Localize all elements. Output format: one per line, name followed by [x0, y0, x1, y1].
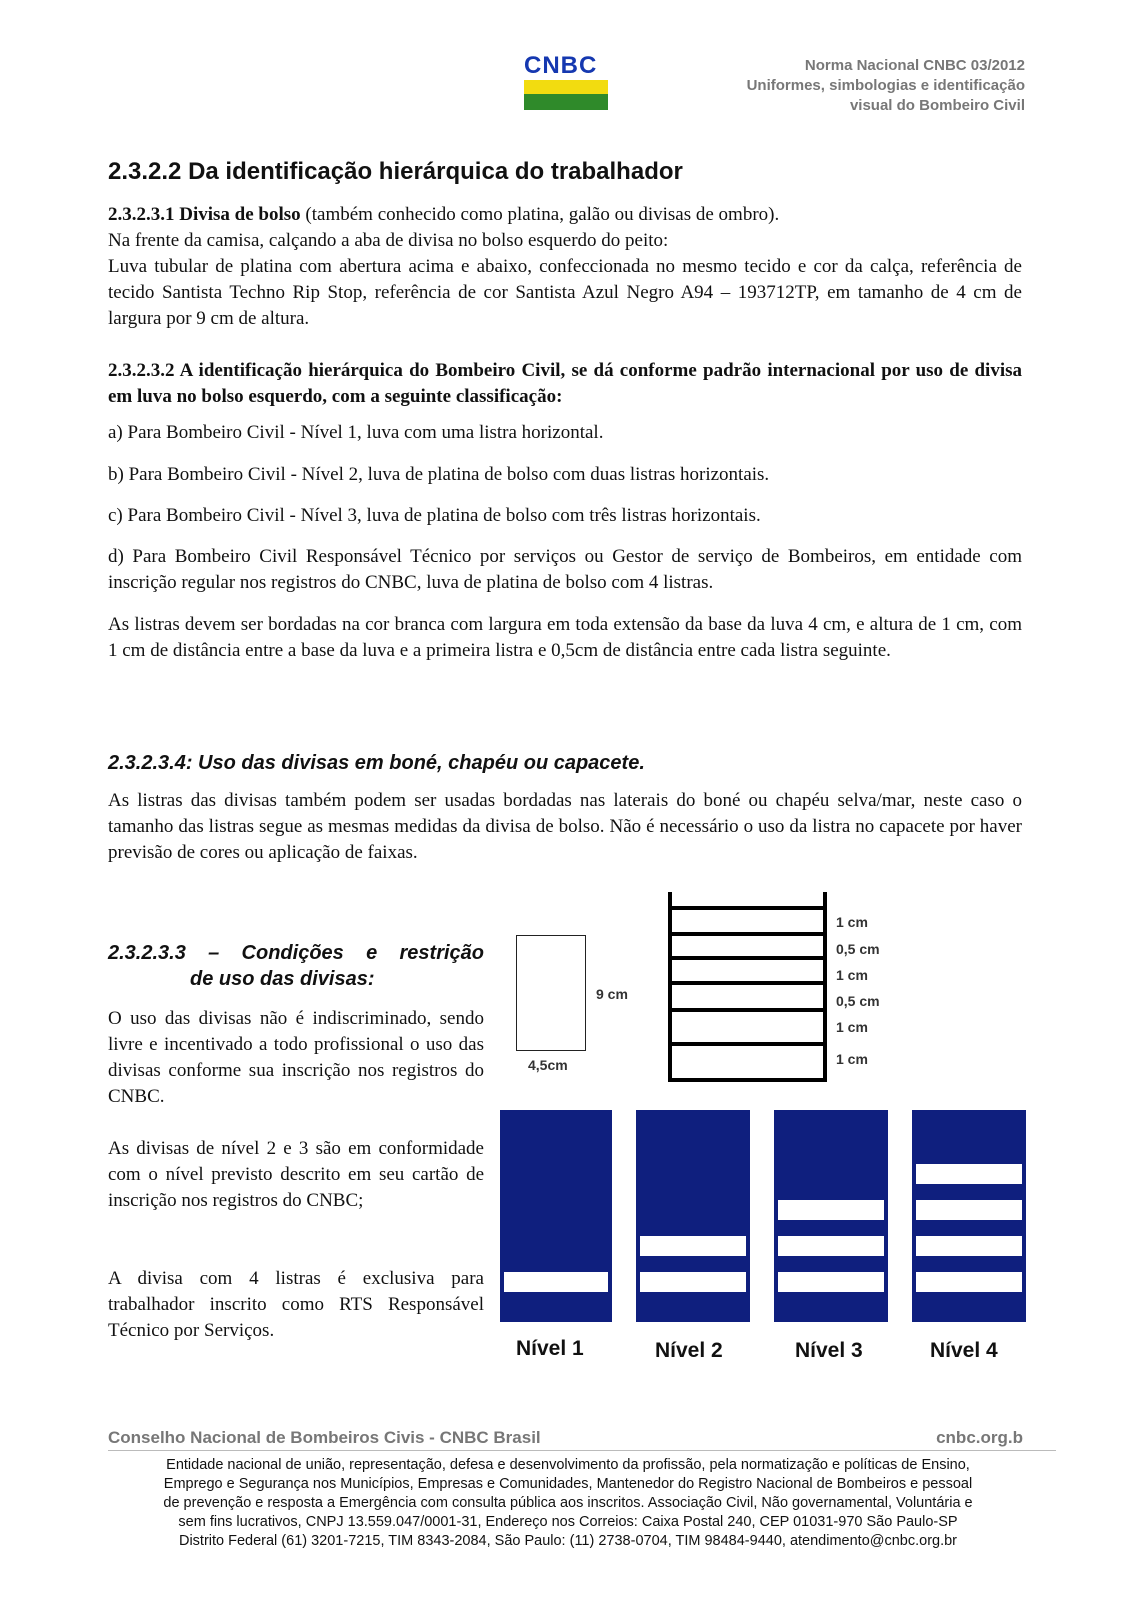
- footer-divider: [108, 1450, 1056, 1451]
- item-a: a) Para Bombeiro Civil - Nível 1, luva com uma listra horizontal.: [108, 422, 604, 443]
- item-b: b) Para Bombeiro Civil - Nível 2, luva de platina de bolso com duas listras horizontais.: [108, 464, 770, 485]
- stripe: [778, 1200, 884, 1220]
- footer-site: cnbc.org.b: [936, 1428, 1023, 1447]
- item-d: d) Para Bombeiro Civil Responsável Técnico por serviços ou Gestor de serviço de Bombeiros, em entidade com inscrição regular nos registros do CNBC, luva de platina de bolso com 4 listras.: [108, 546, 1022, 593]
- section-title: 2.3.2.2 Da identificação hierárquica do trabalhador: [108, 158, 683, 185]
- measure-2: 0,5 cm: [836, 941, 880, 957]
- divisa-bolso-heading: [108, 202, 1022, 228]
- bone-heading: 2.3.2.3.4: Uso das divisas em boné, chapéu ou capacete.: [108, 752, 645, 774]
- stripe: [640, 1236, 746, 1256]
- luva-nivel-2: [636, 1110, 750, 1322]
- footer-line-1: Entidade nacional de união, representação, defesa e desenvolvimento da profissão, pela normatização e políticas de Ensino,: [166, 1457, 970, 1473]
- condicoes-p3: A divisa com 4 listras é exclusiva para trabalhador inscrito como RTS Responsável Técnico por Serviços.: [108, 1268, 484, 1341]
- footer-text: [108, 1456, 1028, 1551]
- divisa-bolso-line2: Na frente da camisa, calçando a aba de divisa no bolso esquerdo do peito:: [108, 230, 669, 251]
- divisa-bolso-rest: (também conhecido como platina, galão ou divisas de ombro).: [300, 204, 780, 225]
- condicoes-heading-1: 2.3.2.3.3 – Condições e restrição: [108, 942, 484, 964]
- stripe: [916, 1236, 1022, 1256]
- divisa-bolso-line3: Luva tubular de platina com abertura acima e abaixo, confeccionada no mesmo tecido e cor da calça, referência de tecido Santista Techno Rip Stop, referência de cor Santista Azul Negro A94 – 193712TP, em tamanho de 4 cm de largura por 9 cm de altura.: [108, 256, 1022, 329]
- header-norma: Norma Nacional CNBC 03/2012: [804, 57, 1025, 74]
- stripe: [640, 1272, 746, 1292]
- height-label: 9 cm: [596, 986, 628, 1002]
- luva-nivel-3: [774, 1110, 888, 1322]
- logo-green-band: [524, 94, 608, 110]
- nivel-4-label: Nível 4: [930, 1339, 998, 1362]
- footer-line-4: sem fins lucrativos, CNPJ 13.559.047/0001-31, Endereço nos Correios: Caixa Postal 240, CEP 01031-970 São Paulo-SP: [178, 1514, 958, 1530]
- divisa-bolso-num: 2.3.2.3.1: [108, 204, 175, 225]
- condicoes-heading-2: de uso das divisas:: [190, 968, 375, 990]
- luva-nivel-4: [912, 1110, 1026, 1322]
- footer-org: Conselho Nacional de Bombeiros Civis - CNBC Brasil: [108, 1428, 541, 1447]
- footer-line-3: de prevenção e resposta a Emergência com consulta pública aos inscritos. Associação Civil, Não governamental, Voluntária e: [163, 1495, 973, 1511]
- stripe: [504, 1272, 608, 1292]
- measure-6: 1 cm: [836, 1051, 868, 1067]
- header-subtitle-2: visual do Bombeiro Civil: [849, 97, 1025, 114]
- classificacao-heading: 2.3.2.3.2 A identificação hierárquica do Bombeiro Civil, se dá conforme padrão internacional por uso de divisa em luva no bolso esquerdo, com a seguinte classificação:: [108, 360, 1022, 407]
- listras-text: As listras devem ser bordadas na cor branca com largura em toda extensão da base da luva 4 cm, e altura de 1 cm, com 1 cm de distância entre a base da luva e a primeira listra e 0,5cm de distância entre cada listra seguinte.: [108, 614, 1022, 661]
- footer-line-5: Distrito Federal (61) 3201-7215, TIM 8343-2084, São Paulo: (11) 2738-0704, TIM 98484-9440, atendimento@cnbc.org.br: [178, 1533, 958, 1549]
- measure-4: 0,5 cm: [836, 993, 880, 1009]
- logo-yellow-band: [524, 80, 608, 94]
- header-subtitle-1: Uniformes, simbologias e identificação: [746, 77, 1025, 94]
- width-label: 4,5cm: [528, 1057, 568, 1073]
- item-c: c) Para Bombeiro Civil - Nível 3, luva de platina de bolso com três listras horizontais.: [108, 505, 761, 526]
- luva-outline: [516, 935, 586, 1051]
- footer-line-2: Emprego e Segurança nos Municípios, Empresas e Comunidades, Mantenedor do Registro Nacional de Bombeiros e pessoal: [163, 1476, 973, 1492]
- condicoes-p1: O uso das divisas não é indiscriminado, sendo livre e incentivado a todo profissional o uso das divisas conforme sua inscrição nos registros do CNBC.: [108, 1008, 484, 1107]
- condicoes-p2: As divisas de nível 2 e 3 são em conformidade com o nível previsto descrito em seu cartão de inscrição nos registros do CNBC;: [108, 1138, 484, 1211]
- nivel-2-label: Nível 2: [655, 1339, 723, 1362]
- measure-1: 1 cm: [836, 914, 868, 930]
- stripe: [778, 1272, 884, 1292]
- stripe: [916, 1164, 1022, 1184]
- divisa-bolso-bold: Divisa de bolso: [179, 204, 301, 225]
- nivel-1-label: Nível 1: [516, 1337, 584, 1360]
- bone-text: As listras das divisas também podem ser usadas bordadas nas laterais do boné ou chapéu selva/mar, neste caso o tamanho das listras segue as mesmas medidas da divisa de bolso. Não é necessário o uso da listra no capacete por haver previsão de cores ou aplicação de faixas.: [108, 790, 1022, 863]
- nivel-3-label: Nível 3: [795, 1339, 863, 1362]
- logo-text: CNBC: [524, 52, 598, 79]
- stripe: [778, 1236, 884, 1256]
- stripe-measure-diagram: [660, 892, 830, 1082]
- luva-nivel-1: [500, 1110, 612, 1322]
- stripe: [916, 1200, 1022, 1220]
- measure-3: 1 cm: [836, 967, 868, 983]
- section-divisa-bolso: [108, 202, 1022, 332]
- measure-5: 1 cm: [836, 1019, 868, 1035]
- stripe: [916, 1272, 1022, 1292]
